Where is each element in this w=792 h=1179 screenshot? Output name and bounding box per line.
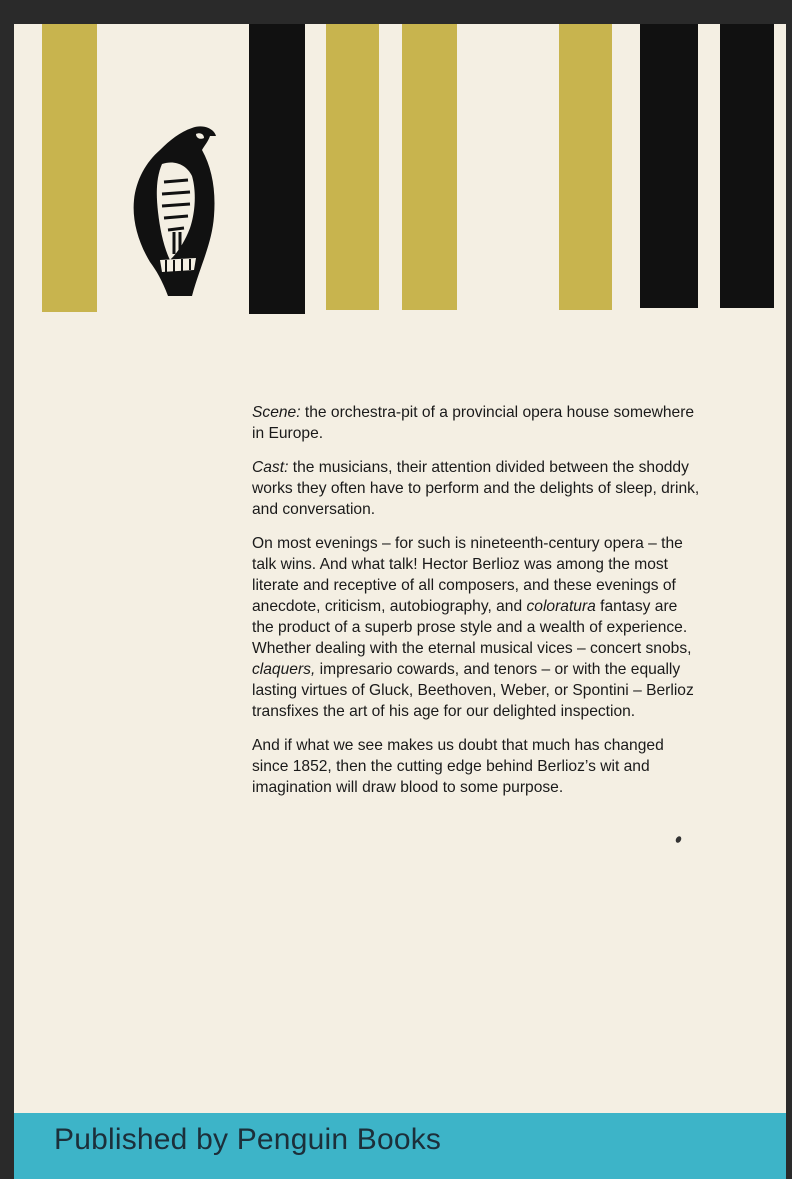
blurb-text	[252, 402, 702, 811]
book-back-cover	[14, 24, 786, 1179]
claquers-word: claquers,	[252, 661, 316, 678]
blurb-paragraph-evenings	[252, 533, 702, 722]
stripe-7	[720, 24, 774, 308]
stripe-3	[326, 24, 379, 310]
evenings-text-c: impresario cowards, and tenors – or with the equally lasting virtues of Gluck, Beethoven, Weber, or Spontini – Berlioz transfixes the art of his age for our delighted inspection.	[252, 661, 694, 720]
stripe-2	[249, 24, 305, 314]
blurb-paragraph-scene	[252, 402, 702, 444]
scene-text: the orchestra-pit of a provincial opera house somewhere in Europe.	[252, 404, 695, 442]
blurb-paragraph-cast	[252, 457, 702, 520]
penguin-peregrine-logo-icon	[130, 120, 220, 300]
coloratura-word: coloratura	[526, 598, 596, 615]
scene-label: Scene:	[252, 404, 301, 421]
publisher-band	[14, 1113, 786, 1179]
cast-label: Cast:	[252, 459, 289, 476]
evenings-text-a: On most evenings – for such is nineteenth-century opera – the talk wins. And what talk! Hector Berlioz was among the most literate and receptive of all composers, and these evenings of anecdote, criticism, autobiography, and	[252, 535, 683, 615]
stripe-1	[42, 24, 97, 312]
stripe-5	[559, 24, 612, 310]
cast-text: the musicians, their attention divided between the shoddy works they often have to perform and the delights of sleep, drink, and conversation.	[252, 459, 700, 518]
stripe-6	[640, 24, 698, 308]
publisher-label: Published by Penguin Books	[54, 1123, 442, 1156]
evenings-text-b: fantasy are the product of a superb prose style and a wealth of experience. Whether dealing with the eternal musical vices – concert snobs,	[252, 598, 692, 657]
ink-speck	[675, 835, 683, 844]
stripe-4	[402, 24, 457, 310]
blurb-paragraph-closing: And if what we see makes us doubt that much has changed since 1852, then the cutting edge behind Berlioz’s wit and imagination will draw blood to some purpose.	[252, 737, 664, 796]
